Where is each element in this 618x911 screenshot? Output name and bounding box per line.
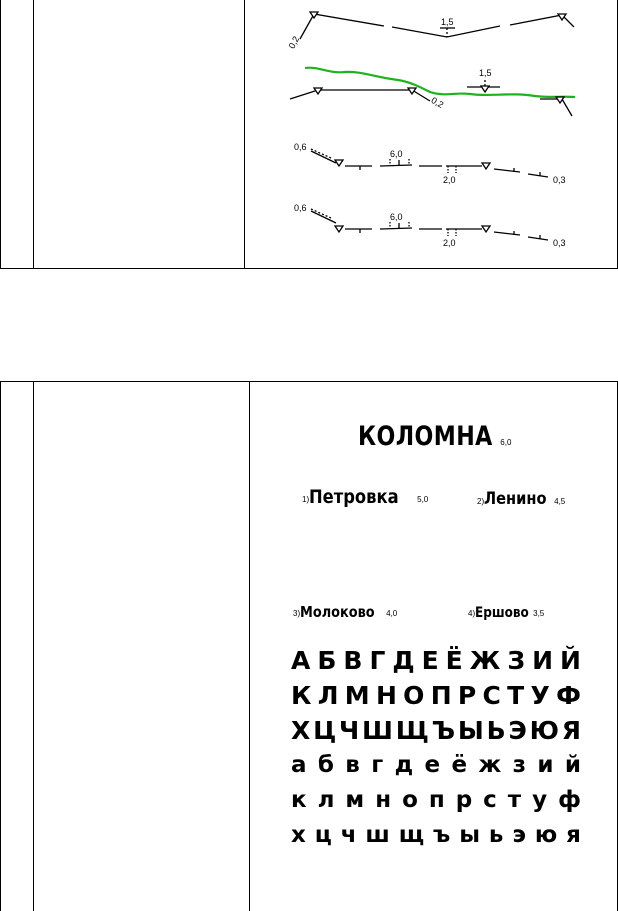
alphabet-row-2 <box>291 681 581 710</box>
alphabet-letter: И <box>532 646 554 675</box>
alphabet-letter: Ш <box>362 716 393 745</box>
slope-symbols-diagram <box>0 0 618 270</box>
town-4-name: Ершово <box>475 605 529 621</box>
line2-height-label: 1,5 <box>479 68 492 78</box>
alphabet-letter: и <box>537 752 554 778</box>
alphabet-letter: а <box>291 752 307 778</box>
alphabet-letter: н <box>375 787 392 813</box>
town-1-name: Петровка <box>309 486 399 508</box>
alphabet-letter: Л <box>317 681 339 710</box>
alphabet-letter: ь <box>488 822 504 848</box>
alphabet-letter: з <box>512 752 526 778</box>
town-3-size: 4,0 <box>386 609 398 618</box>
main-city-label <box>358 421 511 452</box>
town-3-label <box>293 603 397 621</box>
line3-upper-label: 6,0 <box>390 149 403 159</box>
alphabet-letter: Ц <box>313 716 337 745</box>
alphabet-letter: Й <box>560 646 581 675</box>
alphabet-row-1 <box>291 646 581 675</box>
alphabet-letter: В <box>343 646 363 675</box>
alphabet-letter: Х <box>291 716 311 745</box>
line-profile-1 <box>300 12 574 39</box>
alphabet-letter: х <box>291 822 306 848</box>
alphabet-letter: в <box>345 752 360 778</box>
alphabet-letter: М <box>344 681 370 710</box>
line4-upper-label: 6,0 <box>390 212 403 222</box>
town-2-name: Ленино <box>484 489 547 509</box>
alphabet-letter: ж <box>478 752 502 778</box>
alphabet-letter: Б <box>317 646 337 675</box>
alphabet-letter: щ <box>398 822 425 848</box>
line1-height-label: 1,5 <box>441 17 454 27</box>
alphabet-letter: с <box>483 787 497 813</box>
alphabet-letter: З <box>507 646 526 675</box>
alphabet-letter: К <box>291 681 312 710</box>
alphabet-letter: У <box>530 681 550 710</box>
alphabet-letter: Ю <box>529 716 559 745</box>
alphabet-letter: б <box>317 752 334 778</box>
town-4-index: 4) <box>468 609 476 618</box>
alphabet-letter: С <box>482 681 501 710</box>
alphabet-letter: у <box>532 787 548 813</box>
alphabet-letter: ъ <box>433 822 451 848</box>
alphabet-letter: Н <box>375 681 397 710</box>
alphabet-letter: р <box>455 787 473 813</box>
main-city-name: КОЛОМНА <box>358 421 493 452</box>
main-city-size: 6,0 <box>500 438 512 447</box>
town-1-size: 5,0 <box>417 495 429 504</box>
alphabet-letter: А <box>291 646 311 675</box>
town-3-index: 3) <box>293 609 301 618</box>
town-2-label <box>477 489 565 509</box>
town-2-index: 2) <box>477 497 485 506</box>
alphabet-letter: ч <box>340 822 357 848</box>
alphabet-letter: ш <box>365 822 390 848</box>
line3-lower-label: 2,0 <box>443 175 456 185</box>
alphabet-letter: Ё <box>445 646 463 675</box>
town-4-size: 3,5 <box>533 609 545 618</box>
alphabet-letter: Я <box>561 716 581 745</box>
line-profile-2 <box>290 80 572 116</box>
alphabet-letter: Ъ <box>431 716 456 745</box>
alphabet-letter: Т <box>507 681 525 710</box>
line3-left-label: 0,6 <box>294 142 307 152</box>
alphabet-letter: п <box>428 787 445 813</box>
alphabet-letter: Ы <box>457 716 484 745</box>
alphabet-letter: г <box>371 752 384 778</box>
alphabet-letter: м <box>345 787 365 813</box>
line2-slope-label: 0,2 <box>429 95 446 110</box>
alphabet-letter: я <box>566 822 581 848</box>
alphabet-letter: Ь <box>486 716 506 745</box>
alphabet-letter: Ч <box>339 716 360 745</box>
alphabet-letter: Г <box>369 646 386 675</box>
alphabet-letter: Щ <box>395 716 429 745</box>
alphabet-letter: й <box>564 752 581 778</box>
line4-right-label: 0,3 <box>553 238 566 248</box>
alphabet-letter: д <box>394 752 414 778</box>
alphabet-letter: е <box>424 752 441 778</box>
line4-left-label: 0,6 <box>294 203 307 213</box>
alphabet-row-4 <box>291 752 581 778</box>
alphabet-letter: ё <box>451 752 468 778</box>
line-profile-3 <box>311 149 548 177</box>
alphabet-letter: О <box>403 681 425 710</box>
town-4-label <box>468 605 544 621</box>
alphabet-letter: ф <box>558 787 581 813</box>
alphabet-letter: ц <box>314 822 332 848</box>
alphabet-letter: П <box>430 681 452 710</box>
alphabet-letter: Ф <box>556 681 581 710</box>
alphabet-letter: Д <box>392 646 415 675</box>
line-profile-4 <box>311 209 548 240</box>
alphabet-letter: Ж <box>469 646 501 675</box>
alphabet-letter: ю <box>534 822 558 848</box>
alphabet-letter: л <box>317 787 335 813</box>
town-2-size: 4,5 <box>554 497 566 506</box>
alphabet-letter: Р <box>457 681 477 710</box>
alphabet-letter: Э <box>508 716 527 745</box>
alphabet-letter: т <box>507 787 522 813</box>
table2-col1 <box>0 381 34 911</box>
alphabet-row-5 <box>291 787 581 813</box>
line3-right-label: 0,3 <box>553 175 566 185</box>
alphabet-letter: о <box>402 787 418 813</box>
alphabet-letter: ы <box>459 822 481 848</box>
green-contour-line <box>305 68 575 97</box>
alphabet-letter: э <box>512 822 526 848</box>
town-1-label <box>302 486 428 508</box>
alphabet-row-3 <box>291 716 581 745</box>
alphabet-row-6 <box>291 822 581 848</box>
town-3-name: Молоково <box>300 603 375 621</box>
line1-left-slope-label: 0,2 <box>286 34 302 51</box>
alphabet-letter: к <box>291 787 307 813</box>
line4-lower-label: 2,0 <box>443 238 456 248</box>
alphabet-letter: Е <box>421 646 439 675</box>
table2-col2 <box>33 381 250 911</box>
town-1-index: 1) <box>302 495 310 504</box>
